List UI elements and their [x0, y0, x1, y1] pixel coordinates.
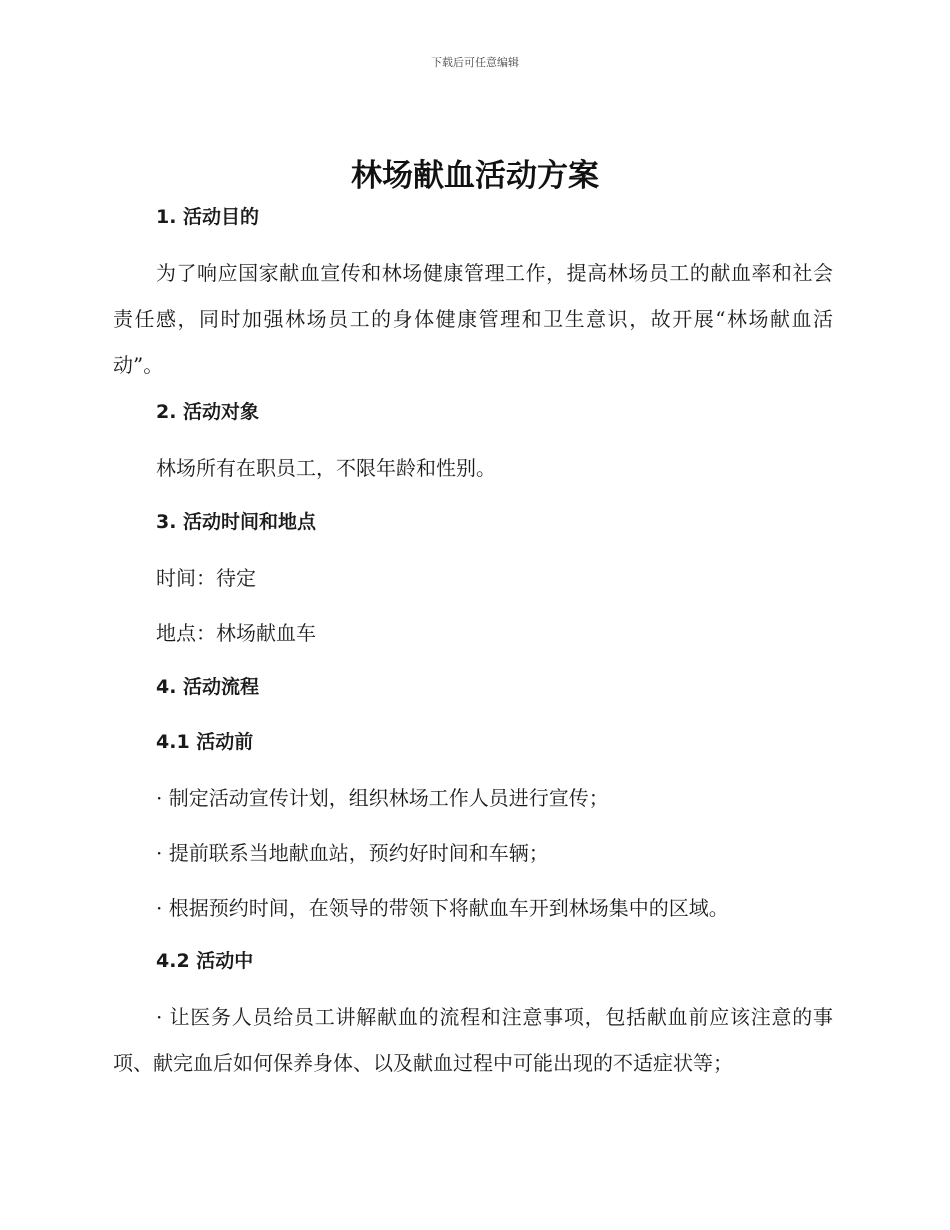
list-item: · 根据预约时间，在领导的带领下将献血车开到林场集中的区域。 [156, 896, 729, 920]
section-4-heading: 4. 活动流程 [156, 676, 260, 698]
section-1-heading: 1. 活动目的 [156, 206, 260, 228]
section-4-2-paragraph: · 让医务人员给员工讲解献血的流程和注意事项，包括献血前应该注意的事项、献完血后如何保养身体、以及献血过程中可能出现的不适症状等； [113, 1005, 833, 1075]
section-3-place: 地点：林场献血车 [156, 621, 316, 645]
section-3-heading: 3. 活动时间和地点 [156, 511, 317, 533]
header-note: 下载后可任意编辑 [431, 56, 519, 69]
list-item: · 提前联系当地献血站，预约好时间和车辆； [156, 841, 549, 865]
section-2-text: 林场所有在职员工，不限年龄和性别。 [156, 456, 496, 480]
section-4-1-heading: 4.1 活动前 [156, 731, 254, 753]
section-2-heading: 2. 活动对象 [156, 401, 260, 423]
list-item: · 制定活动宣传计划，组织林场工作人员进行宣传； [156, 786, 609, 810]
section-4-2-heading: 4.2 活动中 [156, 950, 254, 972]
document-title: 林场献血活动方案 [351, 158, 599, 194]
section-1-paragraph: 为了响应国家献血宣传和林场健康管理工作，提高林场员工的献血率和社会责任感，同时加强林场员工的身体健康管理和卫生意识，故开展“林场献血活动”。 [113, 261, 833, 377]
section-3-time: 时间：待定 [156, 566, 256, 590]
